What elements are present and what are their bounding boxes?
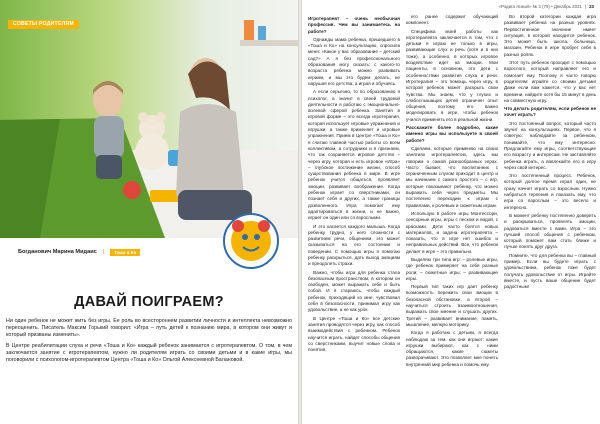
left-page: [0, 0, 298, 424]
article-columns: [308, 14, 596, 420]
body-paragraph: А если серьезно, то по образованию я психолог, а значит в своей трудовой деятельности я работаю с эмоционально-волевой сферой ребенка. Занятия в игровой форме – это всегда игротерапия, которая использует игровые упражнения и игрушки, а также применяет и игровые упражнения. Прием в Центре «Тоша и Ко» я считаю главной частью работы со всем коллективом, а сотрудники и я признаем, что так сохраняется игровое детство – через игру, которая и есть игровое «Игра» – глубокое постижение жизни, способ существования ребенка в мире. В игре ребенок учится общаться, проявляет эмоции, развивает воображение. Когда ребенок играет со сверстниками, он познает себя и других, а также границы дозволенного. Игра помогает ему адаптироваться в жизни, и не важно, играет он один или со взрослыми.: [308, 89, 400, 221]
body-paragraph: его ранее содержит обучающий компонент.: [406, 14, 498, 26]
article-headline: ДАВАЙ ПОИГРАЕМ?: [74, 294, 224, 310]
body-paragraph: Первый тип таких игр дает ребенку возможность пережить свои эмоции в безопасной обстановке, а второй – научиться строить взаимоотношения, выражать свое мнение и слушать других. Третий – развивает внимание, память, мышление, мелкую моторику.: [406, 284, 498, 327]
article-column-1: [308, 14, 400, 420]
body-paragraph: Помните, что для ребенка вы – главный пример. Если вы будете играть с удовольствием, ребенок тоже будет получать удовольствие от игры. Играйте вместе, и пусть ваше общение будет радостным!: [504, 252, 596, 290]
section-tag: СОВЕТЫ РОДИТЕЛЯМ: [8, 20, 79, 29]
byline-separator: |: [102, 249, 105, 255]
right-page: [302, 0, 600, 424]
body-paragraph: Сделаем, которые применяю на своих занятиях игротерапевтом, здесь мы говорим о самой разнообразных играх. Часто бывает, что воспитанник с ограниченным слухом приходит в центр и мы начинаем с самого простого – с игр, которые показывают ребенку, что можно выражать себя через предметы. Мы постепенно переходим к играм с правилами, к ролевым и сюжетным играм.: [406, 145, 498, 208]
body-paragraph: И это касается каждого малыша. Когда ребенку трудно, у него сложности с развитием речи, общением, это может сказываться на его состоянии и поведении. С помощью игры я помогаю ребенку раскрыться, дать выход эмоциям и преодолеть страхи.: [308, 223, 400, 267]
body-paragraph: Когда я работаю с детьми, я всегда наблюдаю за тем, как они играют: какие игрушки выбирают, как с ними обращаются, какие сюжеты разворачивают. Это позволяет мне понять внутренний мир ребенка и помочь ему.: [406, 330, 498, 367]
body-paragraph: Этот путь ребенок проходит с помощью взрослого, который направляет его и помогает ему. Поэтому я часто говорю родителям: играйте со своими детьми! Даже если вам кажется, что у вас нет времени, найдите хотя бы 15 минут в день на совместную игру.: [504, 60, 596, 103]
article-photo: [0, 0, 298, 238]
author-name: Богданович Марина Мидаис: [18, 249, 97, 255]
body-paragraph: Во второй категории каждая игра развивает ребенка на разных уровнях. Первостепенное значение имеет ситуация, в которой находится ребенок. Это может быть школа, больница, магазин. Ребенок в игре пробует себя в разных ролях.: [504, 14, 596, 57]
body-paragraph: В Центре «Тоша и Ко» все детские занятия проводятся через игру, как способ взаимодействия с ребенком. Ребенок научится играть, найдет способы общения со сверстниками, выучит новые слова и понятия.: [308, 315, 400, 353]
body-paragraph: Важно, чтобы игра для ребенка стала безопасным пространством, в котором он свободен, может выражать себя и быть собой. И я стараюсь, чтобы каждый ребенок, приходящий ко мне, чувствовал себя в безопасности, принимал игру как удовольствие, а не как урок.: [308, 269, 400, 313]
photo-illustration: [0, 0, 298, 238]
article-column-2: [406, 14, 498, 420]
article-column-3: [504, 14, 596, 420]
page-number: 23: [589, 4, 594, 9]
body-paragraph: Использую в работе игры Монтессори, сенсорные игры, игры с песком и водой, с красками. Дети часто боятся новых материалов, и задача игротерапевта – показать, что в игре нет ошибок и неправильных действий. Все, что ребенок делает в игре – это правильно.: [406, 210, 498, 254]
body-paragraph: В момент ребенку постепенно доверять и раскрываться, проявлять эмоции, радоваться вместе с вами. Игра – это лучший способ общения с ребенком, который поможет вам стать ближе и лучше понять друг друга.: [504, 212, 596, 250]
byline: [18, 246, 288, 258]
byline-tag: Тоша & Ко: [110, 249, 140, 256]
interview-question: Игротерапевт – очень необычная профессия. Чем вы занимаетесь на работе?: [308, 16, 400, 34]
interview-question: Что делать родителям, если ребенок не хочет играть?: [504, 106, 596, 118]
intro-paragraph: В Центре реабилитации слуха и речи «Тоша и Ко» каждый ребенок занимается с игротерапевтом. О том, в чем заключается занятие с игротерапевтом, нужно ли родителям играть со своими детьми и в какие игры, мы поговорили с психологом-игротерапевтом Центра «Тоша и Ко» Ольгой Алексеевной Балановой.: [6, 342, 292, 364]
body-paragraph: Выделяю три типа игр: – ролевые игры, где ребенок примеряет на себя разные роли; – сюжетные игры; – развивающие игры.: [406, 256, 498, 281]
running-head-text: «Родига ясный» № 3 (79) • Декабрь 2021: [498, 4, 582, 9]
intro-paragraph: Ни один ребенок не может жить без игры. Ее роль во всестороннем развитии личности и интеллекта невозможно переоценить. Писатель Максим Горький говорил: «Игра – путь детей к познанию мира, в котором они живут и который призваны изменить».: [6, 318, 292, 339]
interview-question: Расскажите более подробно, какие именно игры вы используете в своей работе?: [406, 125, 498, 143]
body-paragraph: Однажды мама ребенка, пришедшего в «Тоша и Ко» на консультацию, спросила меня: «Какое у вас образование – детский сад?» А я без профессионального образования могу сказать: с какого-то возраста ребенка можно развивать играми, и мы это будем делать, не нарушая его детства, а играя и обучаясь.: [308, 36, 400, 86]
body-paragraph: Это постоянный вопрос, который часто звучит на консультациях. Первое, что я советую: наблюдайте за ребенком, понимайте, что ему интересно. Предлагайте ему игры, соответствующие его возрасту и интересам. Не заставляйте ребенка играть, а вовлекайте его в игру через свой интерес.: [504, 120, 596, 170]
article-intro: [6, 318, 292, 367]
body-paragraph: Специфика моей работы как игротерапевта заключается в том, что с детьми я играю не только в игры, развивающие слух и речь (хотя и в них тоже), а особенно, в которых игровое воздействие идет на эмоции. Мои пациенты, в основном, это дети с особенностями развития слуха и речи. Игротерапия – это помощь через игру, в которой ребенок может раскрыть свои чувства. Мы знаем, что у глухих и слабослышащих детей ограничен опыт общения, поэтому его важно моделировать в игре, чтобы ребенок учился применять его в реальной жизни.: [406, 28, 498, 122]
running-head: «Родига ясный» № 3 (79) • Декабрь 2021 | 23: [498, 4, 594, 9]
body-paragraph: Это постепенный процесс. Ребенок, который долгое время играл один, не сразу начнет играть со взрослым. Нужно набраться терпения и показать ему, что игра со взрослым – это весело и интересно.: [504, 173, 596, 210]
tosha-logo: [222, 212, 280, 270]
